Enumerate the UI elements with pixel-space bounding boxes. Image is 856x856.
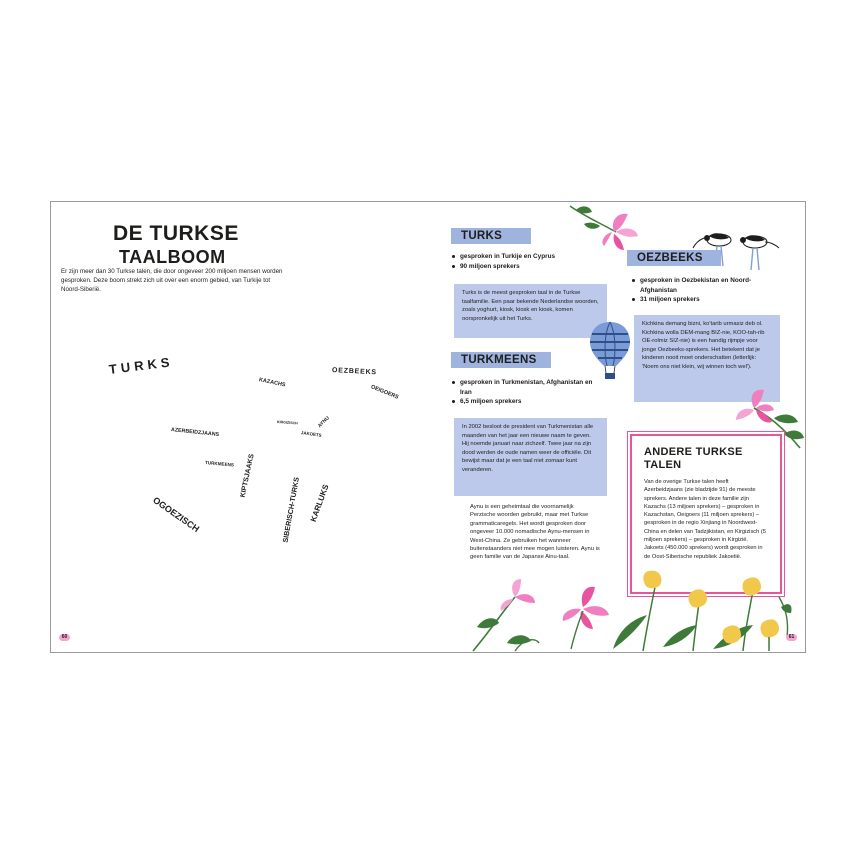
section-label-turks: TURKS <box>451 228 531 244</box>
info-box-turks: Turks is de meest gesproken taal in de Turkse taalfamilie. Een paar bekende Nederlandse woorden, zoals yoghurt, kiosk, kiosk en kiosk, komen oorspronkelijk uit het Turks. <box>454 284 607 338</box>
tree-label-ogoezisch: OGOEZISCH <box>151 494 202 535</box>
lily-flower-icon <box>566 204 646 254</box>
tree-label-kiptsjaaks: KIPTSJAAKS <box>239 453 256 499</box>
tree-label-aynu: AYNU <box>316 415 331 430</box>
facts-oezbeeks <box>631 276 771 305</box>
info-box-oezbeeks: Kichkina demang bizni, ko'tarib urmasiz deb ol. Kichkina wolla DEM-mang BIZ-nie, KOO-tah-rib OE-rolmiz SIZ-nie) is een handig rijmpje voor jonge Oezbeeks-sprekers. Het betekent dat je kinderen nooit moet onderschatten (letterlijk: 'Noem ons niet klein, wij winnen toch wel'). <box>634 315 780 402</box>
other-languages-title: ANDERE TURKSE <box>644 446 743 458</box>
page-title-line2: TAALBOOM <box>119 247 226 267</box>
facts-turkmeens <box>451 378 601 407</box>
tree-label-kazachs: KAZACHS <box>258 377 286 389</box>
tree-label-jakoets: JAKOETS <box>300 430 322 438</box>
fact-item: 90 miljoen sprekers <box>451 262 601 272</box>
tree-label-karluks: KARLUKS <box>308 483 331 524</box>
other-languages-title-line2: TALEN <box>644 459 682 471</box>
page-title: DE TURKSE <box>113 222 239 245</box>
tree-label-azerbeidzjaans: AZERBEIDZJAANS <box>170 427 220 439</box>
other-languages-text: Van de overige Turkse talen heeft Azerbeidzjaans (zie bladzijde 91) de meeste sprekers. Andere talen in deze familie zijn Kazachs (13 miljoen sprekers) – gesproken in Kazachstan, Oeigoers (11 miljoen sprekers) – gesproken in de regio Xinjiang in Noordwest-China en delen van Tadzjikistan, en Kirgizisch (5 miljoen sprekers) – gesproken in Kirgizië. Jakoets (450.000 sprekers) wordt gesproken in de Oost-Siberische republiek Jakoetië. <box>644 479 766 560</box>
page-number-left: 60 <box>59 634 70 641</box>
book-spread <box>50 201 806 653</box>
hot-air-balloon-icon <box>588 320 632 382</box>
aynu-text: Aynu is een geheimtaal die voornamelijk Perzische woorden gebruikt, maar met Turkse grammaticaregels. Het wordt gesproken door ongeveer 10.000 nomadische Aynu-mensen in West-China. Ze gebruiken het wanneer buitenstaanders niet mee mogen luisteren. Aynu is geen familie van de Japanse Ainu-taal. <box>470 504 600 561</box>
tree-label-oezbeeks: OEZBEEKS <box>331 367 378 377</box>
tree-label-kirgizisch: KIRGIZISCH <box>276 420 298 426</box>
section-label-turkmeens: TURKMEENS <box>451 352 551 368</box>
info-box-turkmeens: In 2002 besloot de president van Turkmenistan alle maanden van het jaar een nieuwe naam te geven. Hij noemde januari naar zichzelf. Twee jaar na zijn dood werden de oude namen weer de officiële. Dit bewijst maar dat je een taal niet zomaar kunt veranderen. <box>454 418 607 496</box>
tulip-icon <box>463 557 793 653</box>
fact-item: gesproken in Turkmenistan, Afghanistan en Iran <box>451 378 601 397</box>
section-label-oezbeeks: OEZBEEKS <box>627 250 721 266</box>
fact-item: 6,5 miljoen sprekers <box>451 397 601 407</box>
tree-label-turks: TURKS <box>108 354 175 377</box>
fact-item: gesproken in Turkije en Cyprus <box>451 252 601 262</box>
page-number-right: 61 <box>786 634 797 641</box>
facts-turks <box>451 252 601 271</box>
intro-text: Er zijn meer dan 30 Turkse talen, die door ongeveer 200 miljoen mensen worden gesproken. Deze boom strekt zich uit over een enorm gebied, van Turkije tot Noord-Siberië. <box>61 268 283 293</box>
tree-label-siberisch-turks: SIBERISCH-TURKS <box>280 476 301 544</box>
fact-item: gesproken in Oezbekistan en Noord-Afghanistan <box>631 276 771 295</box>
fact-item: 31 miljoen sprekers <box>631 295 771 305</box>
tree-label-oeigoers: OEIGOERS <box>369 384 400 401</box>
tree-label-turkmeens: TURKMEENS <box>204 460 235 468</box>
